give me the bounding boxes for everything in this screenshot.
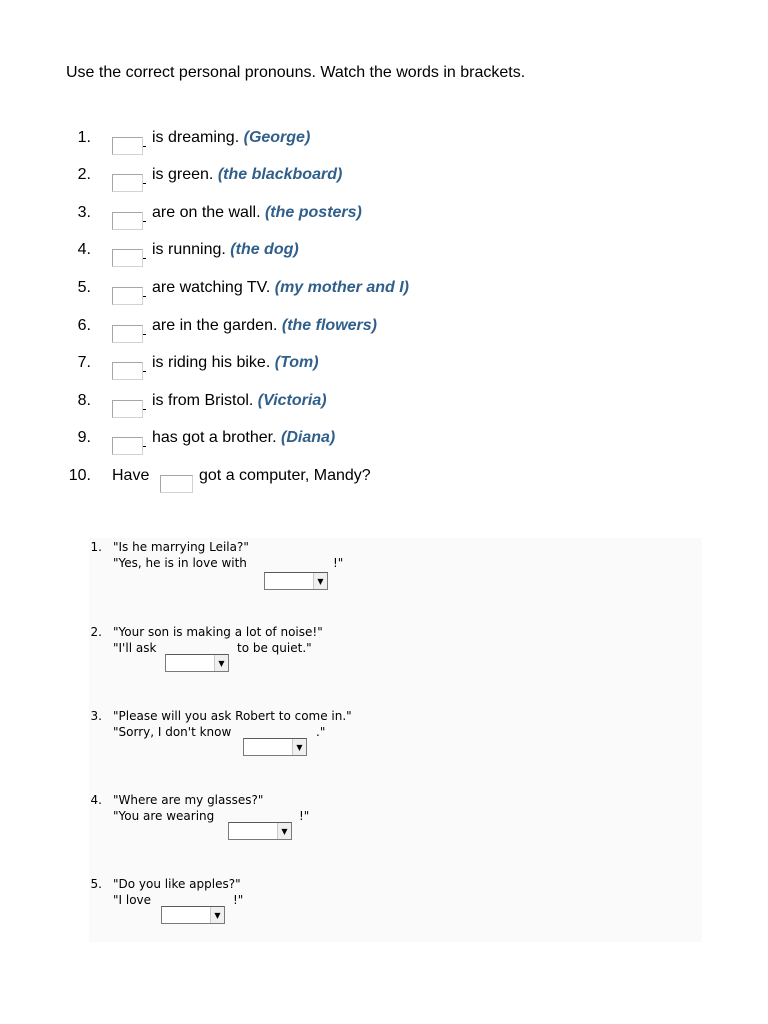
hint: (my mother and I) bbox=[274, 279, 409, 296]
item-number: 3. bbox=[77, 204, 91, 221]
chevron-down-icon[interactable]: ▼ bbox=[313, 573, 327, 589]
answer-text: "I love bbox=[113, 893, 152, 907]
hint: (Diana) bbox=[280, 429, 336, 446]
pronoun-select[interactable] bbox=[161, 906, 225, 924]
question-text: "Where are my glasses?" bbox=[113, 793, 264, 807]
question-text: "Is he marrying Leila?" bbox=[113, 540, 249, 554]
sentence: is running. bbox=[152, 241, 226, 258]
item-number: 8. bbox=[77, 392, 91, 409]
question-text: "Your son is making a lot of noise!" bbox=[113, 625, 323, 639]
sentence: are in the garden. bbox=[152, 317, 278, 334]
item-number: 7. bbox=[77, 354, 91, 371]
sentence-end: got a computer, Mandy? bbox=[199, 467, 371, 484]
sentence: are on the wall. bbox=[152, 204, 261, 221]
chevron-down-icon[interactable]: ▼ bbox=[214, 655, 228, 671]
sentence: has got a brother. bbox=[152, 429, 277, 446]
pronoun-select[interactable] bbox=[243, 738, 307, 756]
pronoun-select[interactable] bbox=[264, 572, 328, 590]
answer-ending: ." bbox=[316, 725, 326, 739]
item-number: 5. bbox=[77, 279, 91, 296]
hint: (Tom) bbox=[274, 354, 319, 371]
pronoun-select[interactable] bbox=[228, 822, 292, 840]
hint: (the blackboard) bbox=[217, 166, 343, 183]
question-item bbox=[89, 793, 702, 853]
answer-input[interactable] bbox=[112, 212, 143, 230]
question-item bbox=[89, 877, 702, 937]
answer-ending: !" bbox=[333, 556, 344, 570]
item-number: 9. bbox=[77, 429, 91, 446]
item-number: 10. bbox=[68, 467, 91, 484]
hint: (the dog) bbox=[230, 241, 299, 258]
item-number: 4. bbox=[77, 241, 91, 258]
hint: (George) bbox=[243, 129, 311, 146]
item-number: 6. bbox=[77, 317, 91, 334]
question-text: "Please will you ask Robert to come in." bbox=[113, 709, 352, 723]
answer-input[interactable] bbox=[112, 249, 143, 267]
item-number: 1. bbox=[90, 540, 102, 554]
answer-ending: !" bbox=[233, 893, 244, 907]
answer-input[interactable] bbox=[112, 400, 143, 418]
instructions: Use the correct personal pronouns. Watch the words in brackets. bbox=[66, 64, 526, 81]
hint: (the posters) bbox=[264, 204, 362, 221]
answer-input[interactable] bbox=[112, 287, 143, 305]
hint: (the flowers) bbox=[281, 317, 377, 334]
sentence: is green. bbox=[152, 166, 214, 183]
answer-input[interactable] bbox=[112, 362, 143, 380]
question-item bbox=[89, 540, 702, 600]
answer-input[interactable] bbox=[112, 137, 143, 155]
chevron-down-icon[interactable]: ▼ bbox=[292, 739, 306, 755]
sentence: is from Bristol. bbox=[152, 392, 254, 409]
item-number: 2. bbox=[90, 625, 102, 639]
question-item bbox=[89, 709, 702, 769]
sentence: are watching TV. bbox=[152, 279, 271, 296]
answer-input[interactable] bbox=[160, 475, 193, 493]
chevron-down-icon[interactable]: ▼ bbox=[210, 907, 224, 923]
item-number: 4. bbox=[90, 793, 102, 807]
item-number: 2. bbox=[77, 166, 91, 183]
pronoun-select[interactable] bbox=[165, 654, 229, 672]
chevron-down-icon[interactable]: ▼ bbox=[277, 823, 291, 839]
answer-input[interactable] bbox=[112, 174, 143, 192]
answer-input[interactable] bbox=[112, 325, 143, 343]
answer-text: "Yes, he is in love with bbox=[113, 556, 247, 570]
answer-text: "I'll ask bbox=[113, 641, 157, 655]
sentence-start: Have bbox=[112, 467, 150, 484]
answer-ending: to be quiet." bbox=[237, 641, 312, 655]
item-number: 5. bbox=[90, 877, 102, 891]
item-number: 3. bbox=[90, 709, 102, 723]
answer-ending: !" bbox=[299, 809, 310, 823]
answer-input[interactable] bbox=[112, 437, 143, 455]
question-text: "Do you like apples?" bbox=[113, 877, 241, 891]
answer-text: "You are wearing bbox=[113, 809, 215, 823]
answer-text: "Sorry, I don't know bbox=[113, 725, 232, 739]
item-number: 1. bbox=[77, 129, 91, 146]
sentence: is dreaming. bbox=[152, 129, 240, 146]
exercise-2-panel bbox=[89, 538, 702, 942]
sentence: is riding his bike. bbox=[152, 354, 271, 371]
question-item bbox=[89, 625, 702, 685]
hint: (Victoria) bbox=[257, 392, 327, 409]
